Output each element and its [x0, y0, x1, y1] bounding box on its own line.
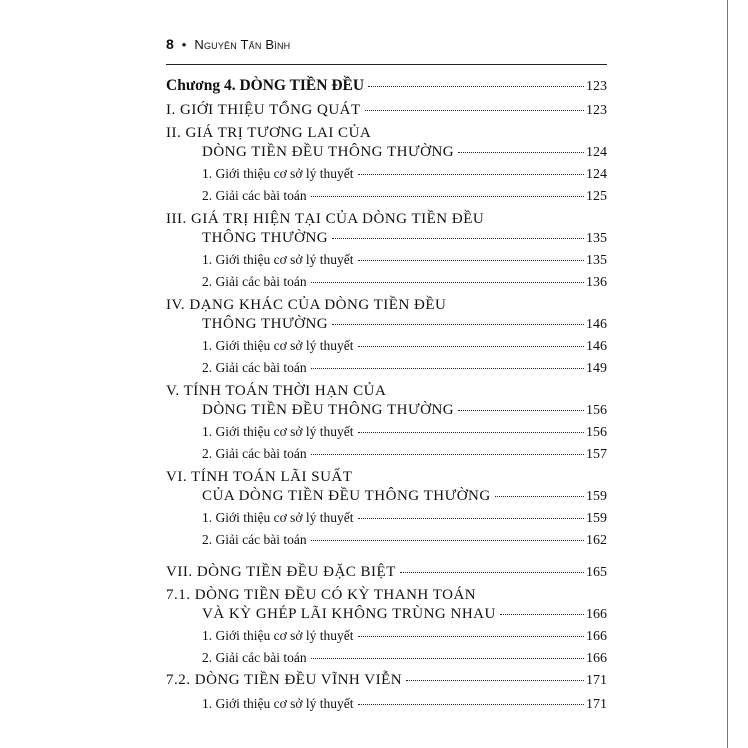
- toc-entry-title: 1. Giới thiệu cơ sở lý thuyết: [202, 510, 354, 525]
- dot-leader: [365, 110, 584, 111]
- toc-section-entry[interactable]: [202, 604, 607, 625]
- toc-entry-title: 7.2. DÒNG TIỀN ĐỀU VĨNH VIỄN: [166, 672, 403, 688]
- toc-section-title-line: 7.1. DÒNG TIỀN ĐỀU CÓ KỲ THANH TOÁN: [166, 587, 477, 603]
- toc-page-number: 125: [586, 189, 607, 204]
- toc-page-number: 166: [586, 651, 607, 666]
- toc-section-title-line: III. GIÁ TRỊ HIỆN TẠI CỦA DÒNG TIỀN ĐỀU: [166, 211, 485, 227]
- dot-leader: [311, 368, 584, 369]
- dot-leader: [311, 454, 584, 455]
- toc-entry-title: 2. Giải các bài toán: [202, 650, 307, 665]
- dot-leader: [311, 282, 584, 283]
- dot-leader: [495, 496, 584, 497]
- table-of-contents: [166, 0, 607, 748]
- toc-entry-title: 2. Giải các bài toán: [202, 446, 307, 461]
- toc-section-entry[interactable]: [202, 228, 607, 249]
- toc-entry-title: 1. Giới thiệu cơ sở lý thuyết: [202, 166, 354, 181]
- toc-entry-title: 2. Giải các bài toán: [202, 532, 307, 547]
- dot-leader: [400, 572, 584, 573]
- toc-entry-title: 1. Giới thiệu cơ sở lý thuyết: [202, 424, 354, 439]
- toc-page-number: 159: [586, 489, 607, 504]
- toc-section-entry[interactable]: [202, 142, 607, 163]
- toc-section-entry[interactable]: [166, 562, 607, 583]
- dot-leader: [458, 410, 584, 411]
- toc-entry-title: Chương 4. DÒNG TIỀN ĐỀU: [166, 77, 365, 94]
- toc-section-entry[interactable]: [166, 670, 607, 691]
- toc-subsection-entry[interactable]: [202, 444, 607, 465]
- toc-entry-title: THÔNG THƯỜNG: [202, 316, 329, 332]
- toc-entry-title: 1. Giới thiệu cơ sở lý thuyết: [202, 338, 354, 353]
- toc-subsection-entry[interactable]: [202, 250, 607, 271]
- toc-page-number: 149: [586, 361, 607, 376]
- page-edge-line: [727, 0, 728, 748]
- toc-section-entry[interactable]: [202, 314, 607, 335]
- toc-page-number: 162: [586, 533, 607, 548]
- toc-subsection-entry[interactable]: [202, 648, 607, 669]
- dot-leader: [332, 238, 584, 239]
- dot-leader: [332, 324, 584, 325]
- toc-page-number: 171: [586, 697, 607, 712]
- toc-page-number: 165: [586, 565, 607, 580]
- dot-leader: [458, 152, 584, 153]
- toc-subsection-entry[interactable]: [202, 186, 607, 207]
- toc-entry-title: CỦA DÒNG TIỀN ĐỀU THÔNG THƯỜNG: [202, 488, 491, 504]
- author-name: Nguyên Tấn Bình: [194, 36, 291, 52]
- toc-page-number: 146: [586, 317, 607, 332]
- toc-entry-title: VÀ KỲ GHÉP LÃI KHÔNG TRÙNG NHAU: [202, 606, 496, 622]
- toc-subsection-entry[interactable]: [202, 164, 607, 185]
- toc-section-title-line: II. GIÁ TRỊ TƯƠNG LAI CỦA: [166, 125, 372, 141]
- toc-entry-title: 1. Giới thiệu cơ sở lý thuyết: [202, 252, 354, 267]
- dot-leader: [368, 86, 584, 87]
- dot-leader: [500, 614, 584, 615]
- toc-entry-title: 1. Giới thiệu cơ sở lý thuyết: [202, 628, 354, 643]
- toc-entry-title: DÒNG TIỀN ĐỀU THÔNG THƯỜNG: [202, 402, 455, 418]
- toc-page-number: 135: [586, 231, 607, 246]
- toc-page-number: 166: [586, 607, 607, 622]
- dot-leader: [358, 518, 584, 519]
- toc-entry-title: 1. Giới thiệu cơ sở lý thuyết: [202, 696, 354, 711]
- dot-leader: [311, 540, 584, 541]
- toc-page-number: 124: [586, 145, 607, 160]
- toc-page-number: 135: [586, 253, 607, 268]
- toc-entry-title: 2. Giải các bài toán: [202, 360, 307, 375]
- toc-section-title-line: V. TÍNH TOÁN THỜI HẠN CỦA: [166, 383, 387, 399]
- toc-entry-title: 2. Giải các bài toán: [202, 188, 307, 203]
- toc-section-entry[interactable]: [166, 100, 607, 121]
- toc-page-number: 123: [586, 103, 607, 118]
- dot-leader: [358, 432, 584, 433]
- toc-subsection-entry[interactable]: [202, 694, 607, 715]
- toc-subsection-entry[interactable]: [202, 530, 607, 551]
- toc-page-number: 156: [586, 425, 607, 440]
- header-separator: •: [181, 36, 187, 52]
- toc-section-entry[interactable]: [202, 400, 607, 421]
- toc-page-number: 146: [586, 339, 607, 354]
- toc-section-title-line: VI. TÍNH TOÁN LÃI SUẤT: [166, 469, 353, 485]
- dot-leader: [311, 658, 584, 659]
- toc-entry-title: 2. Giải các bài toán: [202, 274, 307, 289]
- toc-subsection-entry[interactable]: [202, 508, 607, 529]
- toc-subsection-entry[interactable]: [202, 358, 607, 379]
- dot-leader: [406, 680, 584, 681]
- toc-page-number: 171: [586, 673, 607, 688]
- toc-subsection-entry[interactable]: [202, 336, 607, 357]
- toc-page-number: 159: [586, 511, 607, 526]
- toc-subsection-entry[interactable]: [202, 626, 607, 647]
- dot-leader: [358, 346, 584, 347]
- dot-leader: [358, 704, 584, 705]
- dot-leader: [311, 196, 584, 197]
- toc-subsection-entry[interactable]: [202, 272, 607, 293]
- dot-leader: [358, 174, 584, 175]
- toc-subsection-entry[interactable]: [202, 422, 607, 443]
- toc-entry-title: I. GIỚI THIỆU TỔNG QUÁT: [166, 102, 361, 118]
- page-number: 8: [166, 36, 174, 52]
- dot-leader: [358, 260, 584, 261]
- toc-page-number: 124: [586, 167, 607, 182]
- toc-page-number: 166: [586, 629, 607, 644]
- dot-leader: [358, 636, 584, 637]
- toc-section-entry[interactable]: [202, 486, 607, 507]
- toc-page-number: 157: [586, 447, 607, 462]
- toc-entry-title: THÔNG THƯỜNG: [202, 230, 329, 246]
- toc-page-number: 156: [586, 403, 607, 418]
- toc-page-number: 123: [586, 79, 607, 94]
- toc-chapter-entry[interactable]: [166, 76, 607, 97]
- toc-page-number: 136: [586, 275, 607, 290]
- toc-entry-title: DÒNG TIỀN ĐỀU THÔNG THƯỜNG: [202, 144, 455, 160]
- toc-section-title-line: IV. DẠNG KHÁC CỦA DÒNG TIỀN ĐỀU: [166, 297, 447, 313]
- toc-entry-title: VII. DÒNG TIỀN ĐỀU ĐẶC BIỆT: [166, 564, 396, 580]
